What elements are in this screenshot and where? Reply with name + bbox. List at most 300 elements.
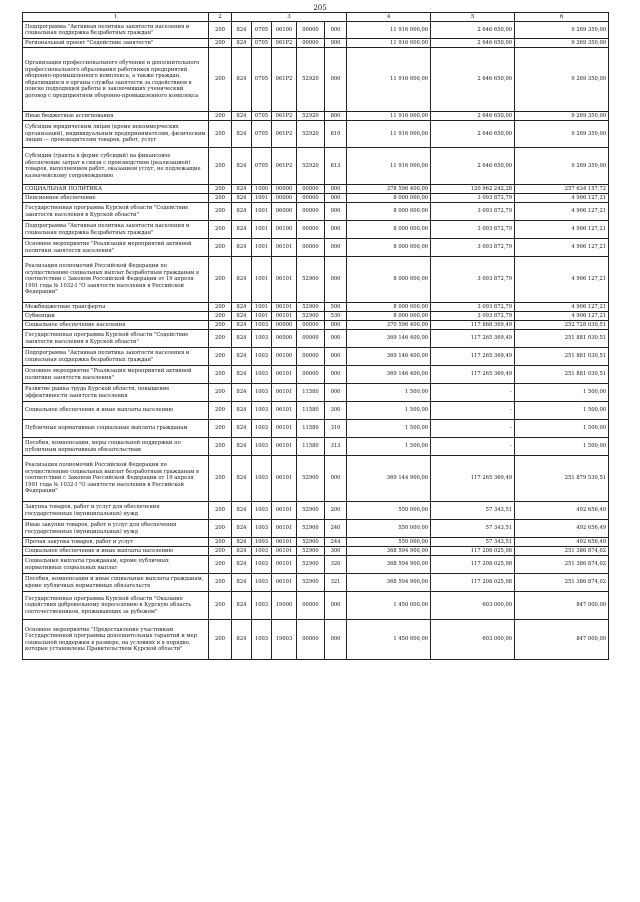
row-name-cell: Основное мероприятие "Реализация мероприятий активной политики занятости населения" xyxy=(23,366,209,384)
row-e-cell: 00000 xyxy=(297,592,325,620)
table-row xyxy=(23,22,609,39)
row-h-cell: 117 265 369,49 xyxy=(431,348,515,366)
table-row xyxy=(23,538,609,547)
row-h-cell: 2 646 650,00 xyxy=(431,39,515,48)
row-c-cell: 1003 xyxy=(252,402,272,420)
row-name-cell: Межбюджетные трансферты xyxy=(23,303,209,312)
row-g-cell: 8 000 000,00 xyxy=(347,239,431,257)
row-name-cell: Субвенции xyxy=(23,312,209,321)
row-a-cell: 200 xyxy=(209,330,232,348)
row-e-cell: 52900 xyxy=(297,556,325,574)
row-b-cell: 824 xyxy=(232,148,252,185)
row-i-cell: 9 269 350,00 xyxy=(515,39,609,48)
table-row xyxy=(23,185,609,194)
row-b-cell: 824 xyxy=(232,194,252,203)
row-h-cell: 3 093 872,79 xyxy=(431,221,515,239)
row-h-cell: 603 000,00 xyxy=(431,620,515,660)
row-c-cell: 1003 xyxy=(252,547,272,556)
row-a-cell: 200 xyxy=(209,321,232,330)
row-i-cell: 251 881 030,51 xyxy=(515,366,609,384)
row-b-cell: 824 xyxy=(232,257,252,303)
row-e-cell: 00000 xyxy=(297,239,325,257)
row-i-cell: 9 269 350,00 xyxy=(515,48,609,112)
table-row xyxy=(23,402,609,420)
row-name-cell: Развитие рынка труда Курской области, повышение эффективности занятости населения xyxy=(23,384,209,402)
row-g-cell: 370 596 400,00 xyxy=(347,321,431,330)
row-g-cell: 11 916 000,00 xyxy=(347,121,431,148)
row-i-cell: 4 906 127,21 xyxy=(515,257,609,303)
row-name-cell: СОЦИАЛЬНАЯ ПОЛИТИКА xyxy=(23,185,209,194)
row-c-cell: 1003 xyxy=(252,348,272,366)
header-cell: 4 xyxy=(347,13,431,22)
row-d-cell: 061P2 xyxy=(272,148,297,185)
row-c-cell: 1001 xyxy=(252,239,272,257)
row-f-cell: 320 xyxy=(325,556,347,574)
row-c-cell: 1003 xyxy=(252,502,272,520)
row-name-cell: Организация профессионального обучения и дополнительного профессионального образования работников предприятий оборонно-промышленного комплекса, а также граждан, обратившихся в органы службы занятости за содействием в поиске подходящей работы и заключивших ученический договор с предприятием оборонно-промышленного комплекса xyxy=(23,48,209,112)
row-d-cell: 06101 xyxy=(272,574,297,592)
row-e-cell: 52900 xyxy=(297,520,325,538)
table-row xyxy=(23,420,609,438)
row-a-cell: 200 xyxy=(209,48,232,112)
row-h-cell: 3 093 872,79 xyxy=(431,312,515,321)
row-c-cell: 1003 xyxy=(252,456,272,502)
row-name-cell: Реализация полномочий Российской Федерации по осуществлению социальных выплат безработным гражданам в соответствии с Законом Российской Федерации от 19 апреля 1991 года № 1032-I "О занятости населения в Российской Федерации" xyxy=(23,257,209,303)
row-name-cell: Публичные нормативные социальные выплаты гражданам xyxy=(23,420,209,438)
row-h-cell: 117 868 369,49 xyxy=(431,321,515,330)
row-e-cell: 52900 xyxy=(297,538,325,547)
row-h-cell: - xyxy=(431,438,515,456)
row-c-cell: 0705 xyxy=(252,48,272,112)
row-name-cell: Основное мероприятие "Предоставление участникам Государственной программы дополнительных гарантий и мер социальной поддержки в размере, на условиях и в порядке, которые установлены Правительством Курской области" xyxy=(23,620,209,660)
row-h-cell: 117 265 369,49 xyxy=(431,366,515,384)
row-a-cell: 200 xyxy=(209,239,232,257)
table-row xyxy=(23,520,609,538)
row-h-cell: 57 343,51 xyxy=(431,538,515,547)
row-i-cell: 4 906 127,21 xyxy=(515,194,609,203)
row-b-cell: 824 xyxy=(232,185,252,194)
row-a-cell: 200 xyxy=(209,574,232,592)
row-d-cell: 06101 xyxy=(272,366,297,384)
row-g-cell: 1 500,00 xyxy=(347,438,431,456)
row-a-cell: 200 xyxy=(209,538,232,547)
row-h-cell: 3 093 872,79 xyxy=(431,257,515,303)
row-a-cell: 200 xyxy=(209,547,232,556)
row-h-cell: - xyxy=(431,384,515,402)
row-g-cell: 11 916 000,00 xyxy=(347,48,431,112)
row-h-cell: 3 093 872,79 xyxy=(431,239,515,257)
header-cell: 1 xyxy=(23,13,209,22)
row-d-cell: 06101 xyxy=(272,520,297,538)
row-b-cell: 824 xyxy=(232,620,252,660)
row-e-cell: 52900 xyxy=(297,312,325,321)
row-e-cell: 52900 xyxy=(297,303,325,312)
row-b-cell: 824 xyxy=(232,221,252,239)
row-f-cell: 000 xyxy=(325,384,347,402)
row-b-cell: 824 xyxy=(232,330,252,348)
row-i-cell: 4 906 127,21 xyxy=(515,312,609,321)
row-e-cell: 52900 xyxy=(297,257,325,303)
row-g-cell: 1 500,00 xyxy=(347,384,431,402)
row-e-cell: 52920 xyxy=(297,121,325,148)
row-f-cell: 000 xyxy=(325,330,347,348)
row-f-cell: 800 xyxy=(325,112,347,121)
row-name-cell: Основное мероприятие "Реализация мероприятий активной политики занятости населения" xyxy=(23,239,209,257)
row-i-cell: 1 500,00 xyxy=(515,438,609,456)
row-f-cell: 000 xyxy=(325,348,347,366)
row-name-cell: Иные закупки товаров, работ и услуг для обеспечения государственных (муниципальных) нужд xyxy=(23,520,209,538)
table-row xyxy=(23,574,609,592)
row-e-cell: 52920 xyxy=(297,48,325,112)
row-b-cell: 824 xyxy=(232,438,252,456)
row-e-cell: 52900 xyxy=(297,574,325,592)
row-a-cell: 200 xyxy=(209,520,232,538)
row-d-cell: 00000 xyxy=(272,194,297,203)
row-e-cell: 52900 xyxy=(297,547,325,556)
row-c-cell: 1003 xyxy=(252,556,272,574)
row-e-cell: 11580 xyxy=(297,402,325,420)
row-g-cell: 369 144 900,00 xyxy=(347,456,431,502)
row-i-cell: 4 906 127,21 xyxy=(515,203,609,221)
row-i-cell: 492 656,49 xyxy=(515,520,609,538)
row-h-cell: 117 208 025,98 xyxy=(431,556,515,574)
row-c-cell: 1001 xyxy=(252,221,272,239)
row-h-cell: 120 962 242,28 xyxy=(431,185,515,194)
row-i-cell: 1 500,00 xyxy=(515,402,609,420)
row-g-cell: 369 146 400,00 xyxy=(347,348,431,366)
header-cell: 3 xyxy=(232,13,347,22)
row-g-cell: 1 500,00 xyxy=(347,402,431,420)
row-g-cell: 368 594 900,00 xyxy=(347,556,431,574)
row-name-cell: Социальные выплаты гражданам, кроме публичных нормативных социальных выплат xyxy=(23,556,209,574)
row-a-cell: 200 xyxy=(209,348,232,366)
row-e-cell: 52900 xyxy=(297,456,325,502)
row-c-cell: 1003 xyxy=(252,438,272,456)
header-cell: 2 xyxy=(209,13,232,22)
row-i-cell: 1 500,00 xyxy=(515,420,609,438)
header-cell: 6 xyxy=(515,13,609,22)
row-d-cell: 06101 xyxy=(272,502,297,520)
row-g-cell: 368 594 900,00 xyxy=(347,547,431,556)
row-h-cell: 603 000,00 xyxy=(431,592,515,620)
row-b-cell: 824 xyxy=(232,556,252,574)
row-d-cell: 19003 xyxy=(272,620,297,660)
row-d-cell: 061P2 xyxy=(272,48,297,112)
table-row xyxy=(23,348,609,366)
row-e-cell: 00000 xyxy=(297,620,325,660)
row-f-cell: 000 xyxy=(325,48,347,112)
row-f-cell: 000 xyxy=(325,257,347,303)
row-d-cell: 06101 xyxy=(272,312,297,321)
row-b-cell: 824 xyxy=(232,592,252,620)
row-b-cell: 824 xyxy=(232,547,252,556)
row-name-cell: Закупка товаров, работ и услуг для обеспечения государственных (муниципальных) нужд xyxy=(23,502,209,520)
row-e-cell: 00000 xyxy=(297,348,325,366)
row-f-cell: 244 xyxy=(325,538,347,547)
row-i-cell: 4 906 127,21 xyxy=(515,303,609,312)
table-row xyxy=(23,502,609,520)
row-i-cell: 4 906 127,21 xyxy=(515,239,609,257)
row-e-cell: 00000 xyxy=(297,221,325,239)
row-b-cell: 824 xyxy=(232,22,252,39)
row-f-cell: 240 xyxy=(325,520,347,538)
budget-table xyxy=(22,12,609,660)
row-i-cell: 252 728 030,51 xyxy=(515,321,609,330)
row-name-cell: Субсидии юридическим лицам (кроме некоммерческих организаций), индивидуальным предпринимателям, физическим лицам — производителям товаров, работ, услуг xyxy=(23,121,209,148)
row-b-cell: 824 xyxy=(232,39,252,48)
row-e-cell: 00000 xyxy=(297,194,325,203)
row-h-cell: 2 646 650,00 xyxy=(431,22,515,39)
row-g-cell: 369 146 400,00 xyxy=(347,366,431,384)
row-d-cell: 06101 xyxy=(272,384,297,402)
row-d-cell: 061P2 xyxy=(272,121,297,148)
table-row xyxy=(23,221,609,239)
row-c-cell: 1003 xyxy=(252,592,272,620)
row-h-cell: 117 208 025,98 xyxy=(431,574,515,592)
row-g-cell: 368 594 900,00 xyxy=(347,574,431,592)
row-a-cell: 200 xyxy=(209,221,232,239)
row-e-cell: 00000 xyxy=(297,366,325,384)
row-f-cell: 313 xyxy=(325,438,347,456)
row-f-cell: 000 xyxy=(325,456,347,502)
row-c-cell: 1003 xyxy=(252,330,272,348)
table-row xyxy=(23,121,609,148)
row-d-cell: 06000 xyxy=(272,330,297,348)
row-c-cell: 1003 xyxy=(252,574,272,592)
row-a-cell: 200 xyxy=(209,384,232,402)
row-f-cell: 000 xyxy=(325,22,347,39)
row-h-cell: 117 265 369,49 xyxy=(431,330,515,348)
row-h-cell: 2 646 650,00 xyxy=(431,48,515,112)
row-name-cell: Иные бюджетные ассигнования xyxy=(23,112,209,121)
row-d-cell: 06100 xyxy=(272,348,297,366)
row-e-cell: 11580 xyxy=(297,438,325,456)
row-f-cell: 000 xyxy=(325,203,347,221)
row-i-cell: 847 000,00 xyxy=(515,620,609,660)
row-e-cell: 00000 xyxy=(297,185,325,194)
row-f-cell: 000 xyxy=(325,620,347,660)
row-a-cell: 200 xyxy=(209,303,232,312)
row-name-cell: Государственная программа Курской области "Содействие занятости населения в Курской области" xyxy=(23,330,209,348)
row-g-cell: 11 916 000,00 xyxy=(347,39,431,48)
row-b-cell: 824 xyxy=(232,402,252,420)
row-g-cell: 11 916 000,00 xyxy=(347,148,431,185)
row-b-cell: 824 xyxy=(232,312,252,321)
row-i-cell: 1 500,00 xyxy=(515,384,609,402)
table-row xyxy=(23,321,609,330)
row-c-cell: 1001 xyxy=(252,303,272,312)
row-d-cell: 06101 xyxy=(272,547,297,556)
row-f-cell: 000 xyxy=(325,221,347,239)
table-row xyxy=(23,547,609,556)
row-a-cell: 200 xyxy=(209,185,232,194)
row-f-cell: 321 xyxy=(325,574,347,592)
row-name-cell: Пенсионное обеспечение xyxy=(23,194,209,203)
row-g-cell: 378 596 400,00 xyxy=(347,185,431,194)
row-d-cell: 06100 xyxy=(272,22,297,39)
row-d-cell: 06000 xyxy=(272,203,297,221)
row-d-cell: 06101 xyxy=(272,239,297,257)
row-a-cell: 200 xyxy=(209,203,232,221)
row-b-cell: 824 xyxy=(232,321,252,330)
row-b-cell: 824 xyxy=(232,303,252,312)
row-h-cell: 2 646 650,00 xyxy=(431,148,515,185)
row-i-cell: 9 269 350,00 xyxy=(515,112,609,121)
row-f-cell: 300 xyxy=(325,402,347,420)
row-name-cell: Государственная программа Курской области "Оказание содействия добровольному переселению в Курскую область соотечественников, проживающих за рубежом" xyxy=(23,592,209,620)
table-row xyxy=(23,239,609,257)
row-c-cell: 0705 xyxy=(252,39,272,48)
row-a-cell: 200 xyxy=(209,620,232,660)
row-name-cell: Субсидии (гранты в форме субсидий) на финансовое обеспечение затрат в связи с производством (реализацией) товаров, выполнением работ, оказанием услуг, не подлежащие казначейскому сопровождению xyxy=(23,148,209,185)
row-name-cell: Социальное обеспечение и иные выплаты населению xyxy=(23,402,209,420)
row-f-cell: 000 xyxy=(325,366,347,384)
row-h-cell: 2 646 650,00 xyxy=(431,112,515,121)
row-d-cell: 06100 xyxy=(272,221,297,239)
row-c-cell: 1001 xyxy=(252,312,272,321)
table-row xyxy=(23,384,609,402)
row-i-cell: 251 881 030,51 xyxy=(515,330,609,348)
row-f-cell: 530 xyxy=(325,312,347,321)
row-f-cell: 813 xyxy=(325,148,347,185)
row-c-cell: 0705 xyxy=(252,148,272,185)
table-row xyxy=(23,366,609,384)
row-name-cell: Социальное обеспечение и иные выплаты населению xyxy=(23,547,209,556)
row-h-cell: 57 343,51 xyxy=(431,502,515,520)
row-b-cell: 824 xyxy=(232,121,252,148)
row-h-cell: 117 265 369,49 xyxy=(431,456,515,502)
row-b-cell: 824 xyxy=(232,456,252,502)
row-a-cell: 200 xyxy=(209,456,232,502)
row-d-cell: 00000 xyxy=(272,185,297,194)
row-g-cell: 550 000,00 xyxy=(347,502,431,520)
row-a-cell: 200 xyxy=(209,402,232,420)
row-a-cell: 200 xyxy=(209,39,232,48)
row-c-cell: 1001 xyxy=(252,194,272,203)
row-d-cell: 06101 xyxy=(272,556,297,574)
table-row xyxy=(23,194,609,203)
row-name-cell: Подпрограмма "Активная политика занятости населения и социальная поддержка безработных граждан" xyxy=(23,22,209,39)
row-name-cell: Подпрограмма "Активная политика занятости населения и социальная поддержка безработных граждан" xyxy=(23,221,209,239)
row-b-cell: 824 xyxy=(232,203,252,221)
row-g-cell: 1 500,00 xyxy=(347,420,431,438)
row-d-cell: 06101 xyxy=(272,303,297,312)
row-a-cell: 200 xyxy=(209,257,232,303)
row-f-cell: 000 xyxy=(325,321,347,330)
row-i-cell: 251 879 530,51 xyxy=(515,456,609,502)
row-g-cell: 8 000 000,00 xyxy=(347,303,431,312)
table-row xyxy=(23,312,609,321)
row-e-cell: 52900 xyxy=(297,502,325,520)
row-name-cell: Пособия, компенсации, меры социальной поддержки по публичным нормативным обязательствам xyxy=(23,438,209,456)
row-g-cell: 8 000 000,00 xyxy=(347,257,431,303)
row-a-cell: 200 xyxy=(209,312,232,321)
row-h-cell: 3 093 872,79 xyxy=(431,194,515,203)
row-name-cell: Пособия, компенсации и иные социальные выплаты гражданам, кроме публичных нормативных обязательств xyxy=(23,574,209,592)
row-g-cell: 11 916 000,00 xyxy=(347,112,431,121)
row-d-cell: 06101 xyxy=(272,257,297,303)
row-name-cell: Прочая закупка товаров, работ и услуг xyxy=(23,538,209,547)
row-i-cell: 847 000,00 xyxy=(515,592,609,620)
row-c-cell: 0705 xyxy=(252,112,272,121)
row-a-cell: 200 xyxy=(209,148,232,185)
row-f-cell: 810 xyxy=(325,121,347,148)
row-h-cell: - xyxy=(431,420,515,438)
table-row xyxy=(23,39,609,48)
row-e-cell: 00000 xyxy=(297,39,325,48)
table-row xyxy=(23,257,609,303)
row-i-cell: 492 656,49 xyxy=(515,502,609,520)
table-row xyxy=(23,620,609,660)
row-b-cell: 824 xyxy=(232,538,252,547)
table-row xyxy=(23,330,609,348)
row-b-cell: 824 xyxy=(232,239,252,257)
row-b-cell: 824 xyxy=(232,48,252,112)
row-g-cell: 1 450 000,00 xyxy=(347,620,431,660)
row-d-cell: 061P2 xyxy=(272,39,297,48)
row-i-cell: 9 269 350,00 xyxy=(515,121,609,148)
row-g-cell: 1 450 000,00 xyxy=(347,592,431,620)
row-e-cell: 52920 xyxy=(297,148,325,185)
row-a-cell: 200 xyxy=(209,438,232,456)
table-row xyxy=(23,556,609,574)
row-h-cell: - xyxy=(431,402,515,420)
row-i-cell: 251 386 874,02 xyxy=(515,574,609,592)
row-a-cell: 200 xyxy=(209,420,232,438)
row-c-cell: 0705 xyxy=(252,121,272,148)
row-c-cell: 1000 xyxy=(252,185,272,194)
row-g-cell: 8 000 000,00 xyxy=(347,221,431,239)
row-c-cell: 1003 xyxy=(252,520,272,538)
row-d-cell: 06101 xyxy=(272,438,297,456)
table-row xyxy=(23,203,609,221)
row-h-cell: 3 093 872,79 xyxy=(431,303,515,312)
row-c-cell: 1003 xyxy=(252,321,272,330)
row-a-cell: 200 xyxy=(209,22,232,39)
row-a-cell: 200 xyxy=(209,556,232,574)
table-row xyxy=(23,112,609,121)
row-e-cell: 00000 xyxy=(297,330,325,348)
row-c-cell: 0705 xyxy=(252,22,272,39)
row-d-cell: 06101 xyxy=(272,538,297,547)
row-i-cell: 492 656,49 xyxy=(515,538,609,547)
row-f-cell: 000 xyxy=(325,592,347,620)
row-i-cell: 251 881 030,51 xyxy=(515,348,609,366)
table-header xyxy=(23,13,609,22)
row-d-cell: 06101 xyxy=(272,456,297,502)
row-g-cell: 550 000,00 xyxy=(347,520,431,538)
row-name-cell: Подпрограмма "Активная политика занятости населения и социальная поддержка безработных граждан" xyxy=(23,348,209,366)
row-b-cell: 824 xyxy=(232,384,252,402)
row-b-cell: 824 xyxy=(232,520,252,538)
row-f-cell: 300 xyxy=(325,547,347,556)
row-g-cell: 8 000 000,00 xyxy=(347,194,431,203)
row-a-cell: 200 xyxy=(209,592,232,620)
row-a-cell: 200 xyxy=(209,112,232,121)
table-body xyxy=(23,22,609,660)
row-i-cell: 251 386 874,02 xyxy=(515,556,609,574)
table-row xyxy=(23,592,609,620)
row-h-cell: 117 208 025,98 xyxy=(431,547,515,556)
row-i-cell: 257 634 157,72 xyxy=(515,185,609,194)
row-i-cell: 4 906 127,21 xyxy=(515,221,609,239)
row-e-cell: 11580 xyxy=(297,420,325,438)
row-a-cell: 200 xyxy=(209,502,232,520)
row-c-cell: 1001 xyxy=(252,203,272,221)
row-g-cell: 8 000 000,00 xyxy=(347,203,431,221)
row-f-cell: 310 xyxy=(325,420,347,438)
row-c-cell: 1003 xyxy=(252,620,272,660)
